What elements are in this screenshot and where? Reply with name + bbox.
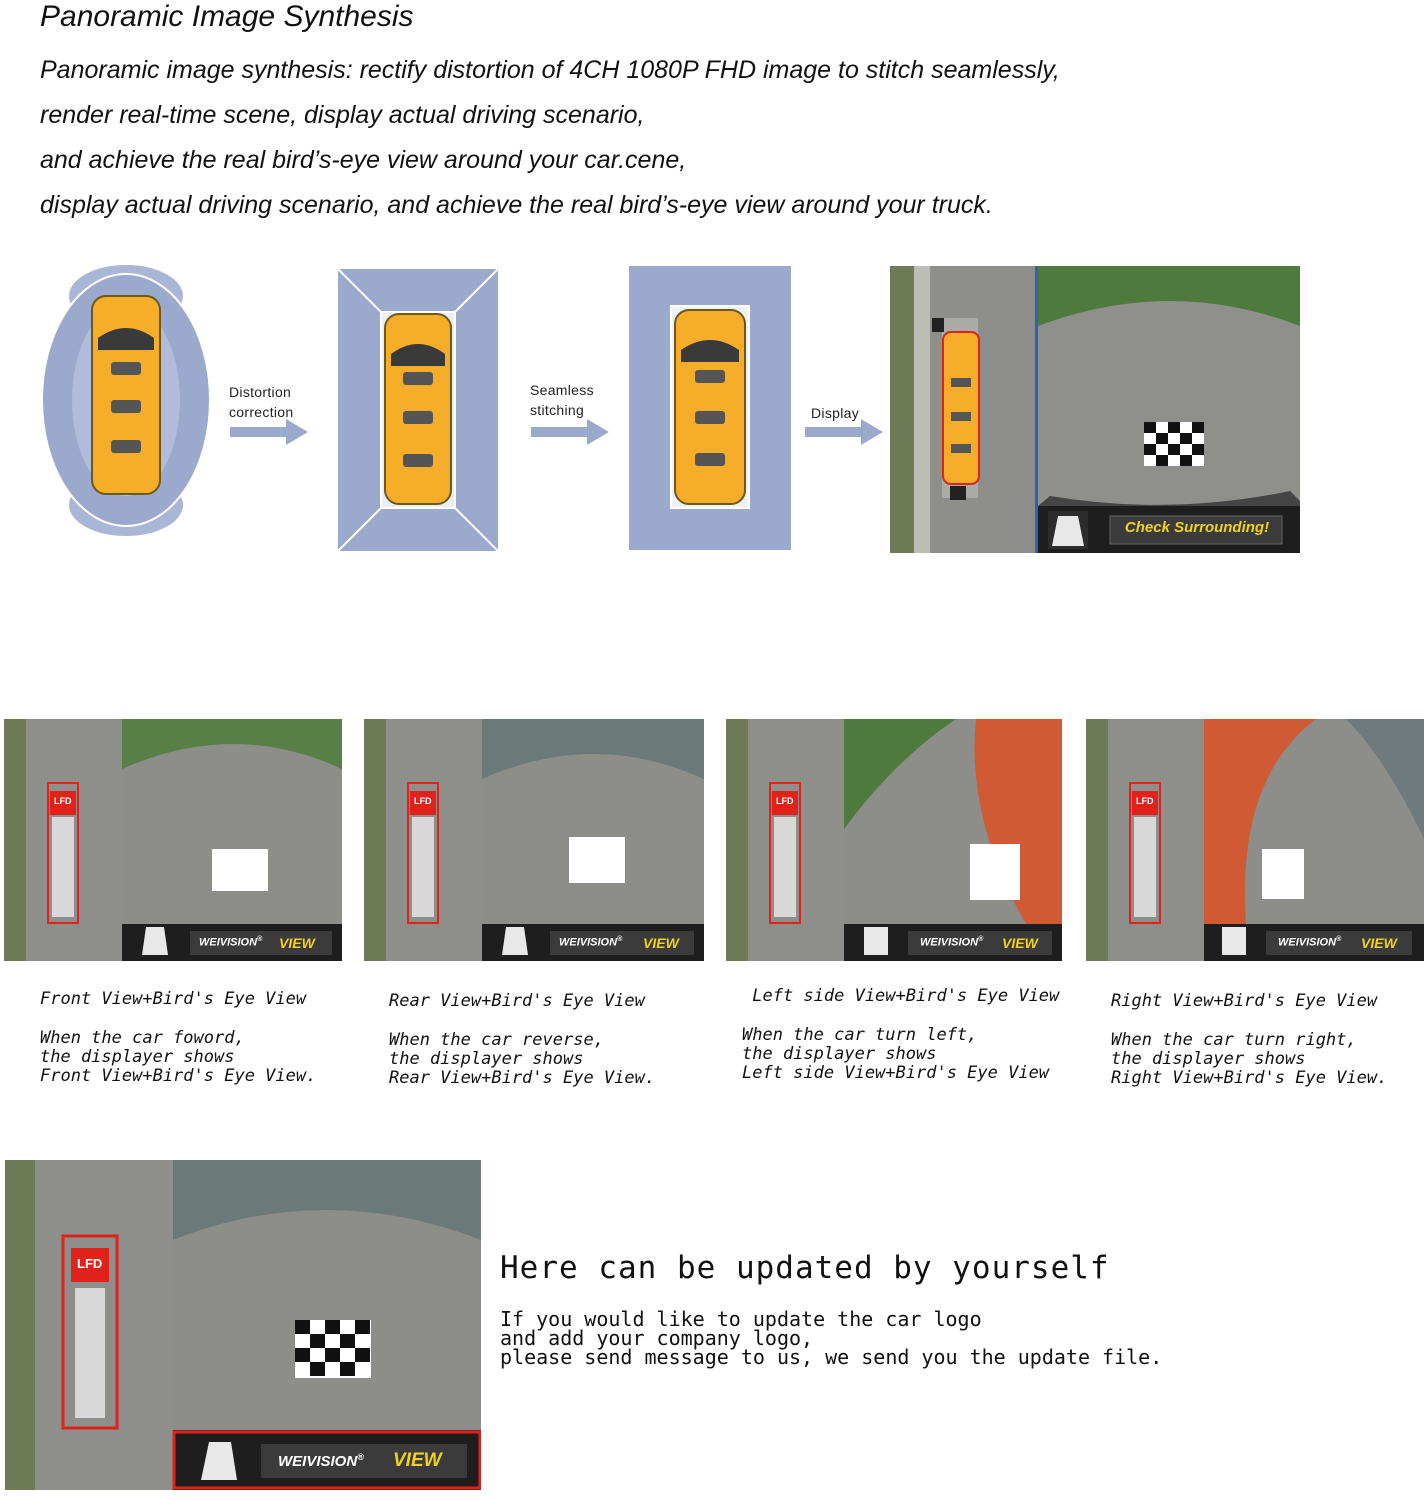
bus-icon bbox=[385, 314, 451, 504]
brand-logo: WEIVISION® bbox=[1278, 936, 1342, 949]
truck-label: LFD bbox=[414, 796, 432, 806]
caption-rear: Rear View+Bird's Eye View When the car reverse, the displayer shows Rear View+Bird's Eye View. bbox=[389, 991, 656, 1088]
left-view-screenshot bbox=[726, 719, 1062, 961]
update-text: If you would like to update the car logo and add your company logo, please send message to us, we send you the update file. bbox=[500, 1307, 1163, 1369]
checkerboard-target bbox=[1144, 422, 1204, 466]
right-view-screenshot bbox=[1086, 719, 1424, 961]
front-view-screenshot bbox=[4, 719, 342, 961]
update-heading: Here can be updated by yourself bbox=[500, 1250, 1110, 1286]
caption-left: Left side View+Bird's Eye View When the car turn left, the displayer shows Left side View+Bird's Eye View bbox=[742, 986, 1060, 1083]
brand-logo: WEIVISION® bbox=[559, 936, 623, 949]
intro-text bbox=[40, 48, 1060, 228]
view-label: VIEW bbox=[393, 1450, 442, 1471]
intro-line: render real-time scene, display actual driving scenario, bbox=[40, 101, 645, 129]
truck-label: LFD bbox=[1136, 796, 1154, 806]
bus-icon bbox=[675, 310, 745, 504]
camera-coverage-illustration bbox=[40, 258, 212, 543]
view-label: VIEW bbox=[643, 935, 679, 951]
arrow-right-icon bbox=[230, 419, 308, 445]
intro-line: and achieve the real bird’s-eye view around your car.cene, bbox=[40, 146, 687, 174]
brand-logo: WEIVISION® bbox=[199, 936, 263, 949]
check-surrounding-label: Check Surrounding! bbox=[1124, 519, 1270, 536]
view-label: VIEW bbox=[279, 935, 315, 951]
arrow-right-icon bbox=[805, 419, 883, 445]
step-label-display: Display bbox=[811, 405, 860, 421]
bus-icon bbox=[92, 296, 160, 494]
view-label: VIEW bbox=[1002, 935, 1038, 951]
page-title: Panoramic Image Synthesis bbox=[40, 0, 414, 33]
truck-label: LFD bbox=[77, 1256, 103, 1271]
step-label-stitching: Seamless stitching bbox=[530, 382, 594, 418]
corrected-view-illustration bbox=[337, 268, 499, 552]
truck-label: LFD bbox=[776, 796, 794, 806]
checkerboard-target bbox=[295, 1320, 371, 1378]
brand-logo: WEIVISION® bbox=[920, 936, 984, 949]
truck-label: LFD bbox=[54, 796, 72, 806]
brand-logo: WEIVISION® bbox=[278, 1452, 364, 1470]
step-label-distortion: Distortion correction bbox=[229, 384, 294, 420]
intro-line: display actual driving scenario, and achieve the real bird’s-eye view around your truck. bbox=[40, 191, 993, 219]
view-label: VIEW bbox=[1361, 935, 1397, 951]
stitched-view-illustration bbox=[629, 266, 791, 550]
intro-line: Panoramic image synthesis: rectify distortion of 4CH 1080P FHD image to stitch seamlessly, bbox=[40, 56, 1060, 84]
update-screenshot bbox=[5, 1160, 481, 1490]
caption-right: Right View+Bird's Eye View When the car turn right, the displayer shows Right View+Bird's Eye View. bbox=[1111, 991, 1388, 1088]
rear-view-screenshot bbox=[364, 719, 704, 961]
display-screenshot bbox=[890, 266, 1300, 553]
arrow-right-icon bbox=[531, 419, 609, 445]
caption-front: Front View+Bird's Eye View When the car foword, the displayer shows Front View+Bird's Eye View. bbox=[40, 989, 317, 1086]
